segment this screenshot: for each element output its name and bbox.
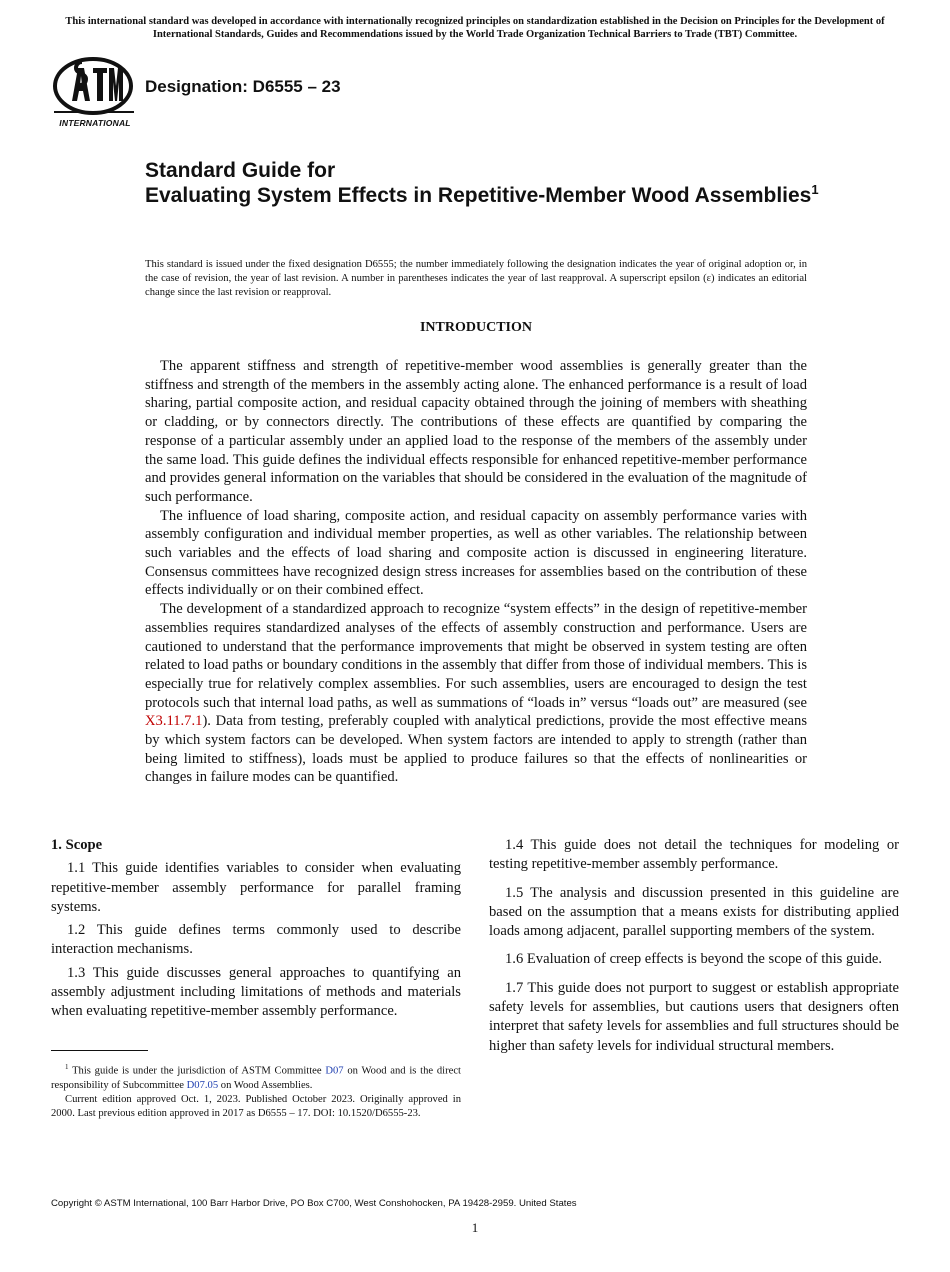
wto-notice: This international standard was developed in accordance with internationally recognized principles on standardization established in the Decision on Principles for the Development of International Standards, Guides and Recommendations issued by the World Trade Organization Technical Barriers to Trade (TBT) Committee. [65, 16, 885, 40]
intro-paragraph: The development of a standardized approach to recognize “system effects” in the design of repetitive-member assemblies requires standardized analyses of the effects of assembly construction and performance. Users are cautioned to understand that the performance improvements that might be observed in system testing are often related to load paths or boundary conditions in the assembly that differ from those of individual members. This is especially true for relatively complex assemblies. For such assemblies, users are encouraged to design the test protocols such that internal load paths, as well as summations of “loads in” versus “loads out” are measured (see X3.11.7.1). Data from testing, preferably coupled with analytical predictions, provide the most effective means by which system factors can be developed. When system factors are intended to apply to strength (rather than being limited to stiffness), loads must be applied to produce failures so that the effects of nonlinearities or changes in failure modes can be quantified. [145, 601, 807, 786]
right-column [489, 836, 899, 1065]
title-line-1: Standard Guide for [145, 159, 336, 182]
title-line-2: Evaluating System Effects in Repetitive-Member Wood Assemblies$^1$ [145, 182, 819, 207]
footnote: $^1$ This guide is under the jurisdiction of ASTM Committee D07 on Wood and is the direct responsibility of Subcommittee D07.05 on Wood Assemblies. [51, 1063, 461, 1091]
intro-paragraph: The influence of load sharing, composite action, and residual capacity on assembly performance varies with assembly configuration and individual member properties, as well as other variables. The relationship between such variables and the effects of load sharing and composite action is discussed in engineering literature. Consensus committees have recognized design stress increases for assemblies based on the contribution of these effects individually or on their combined effect. [145, 507, 807, 599]
subcommittee-link[interactable]: D07.05 [186, 1079, 219, 1091]
footnote-divider [51, 1050, 148, 1051]
introduction-body [145, 357, 807, 787]
left-column [51, 836, 461, 1026]
introduction-heading: INTRODUCTION [419, 320, 532, 335]
section-paragraph: 1.6 Evaluation of creep effects is beyond the scope of this guide. [505, 951, 883, 968]
designation: Designation: D6555 – 23 [145, 77, 341, 96]
footnotes [51, 1060, 461, 1122]
astm-logo [52, 56, 136, 132]
footnote-edition: Current edition approved Oct. 1, 2023. Published October 2023. Originally approved in 2000. Last previous edition approved in 2017 as D6555 – 17. DOI: 10.1520/D6555-23. [51, 1094, 461, 1120]
section-paragraph: 1.7 This guide does not purport to suggest or establish appropriate safety levels for assemblies, but cautions users that designers often interpret that safety levels for assemblies and full structures should be higher than safety levels for individual structural members. [489, 979, 899, 1054]
xref-link[interactable]: X3.11.7.1 [145, 713, 203, 730]
logo-text: INTERNATIONAL [59, 118, 131, 128]
title-footnote-mark: 1 [811, 182, 819, 197]
section-heading: 1. Scope [51, 837, 103, 853]
page-number: 1 [471, 1220, 479, 1235]
section-paragraph: 1.4 This guide does not detail the techniques for modeling or testing repetitive-member assembly performance. [489, 837, 899, 873]
section-paragraph: 1.1 This guide identifies variables to consider when evaluating repetitive-member assembly performance for parallel framing systems. [51, 860, 461, 915]
committee-link[interactable]: D07 [325, 1065, 344, 1077]
document-title [145, 158, 825, 208]
copyright: Copyright © ASTM International, 100 Barr Harbor Drive, PO Box C700, West Conshohocken, PA 19428-2959. United States [51, 1198, 577, 1209]
section-paragraph: 1.3 This guide discusses general approaches to quantifying an assembly adjustment including limitations of methods and materials when evaluating repetitive-member assembly performance. [51, 964, 461, 1020]
intro-paragraph: The apparent stiffness and strength of repetitive-member wood assemblies is generally greater than the stiffness and strength of the members in the assembly acting alone. The enhanced performance is a result of load sharing, partial composite action, and residual capacity obtained through the joining of members with sheathing or cladding, or by connectors directly. The contributions of these effects are quantified by comparing the response of a particular assembly under an applied load to the response of the members of the assembly under the same load. This guide defines the individual effects responsible for enhanced repetitive-member performance and provides general information on the variables that should be considered in the evaluation of the magnitude of such performance. [145, 358, 807, 505]
section-paragraph: 1.2 This guide defines terms commonly used to describe interaction mechanisms. [51, 922, 461, 958]
section-paragraph: 1.5 The analysis and discussion presented in this guideline are based on the assumption that a means exists for distributing applied loads among adjacent, parallel supporting members of the system. [489, 884, 899, 940]
issuance-note: This standard is issued under the fixed designation D6555; the number immediately following the designation indicates the year of original adoption or, in the case of revision, the year of last revision. A number in parentheses indicates the year of last reapproval. A superscript epsilon (ε) indicates an editorial change since the last revision or reapproval. [145, 259, 807, 298]
